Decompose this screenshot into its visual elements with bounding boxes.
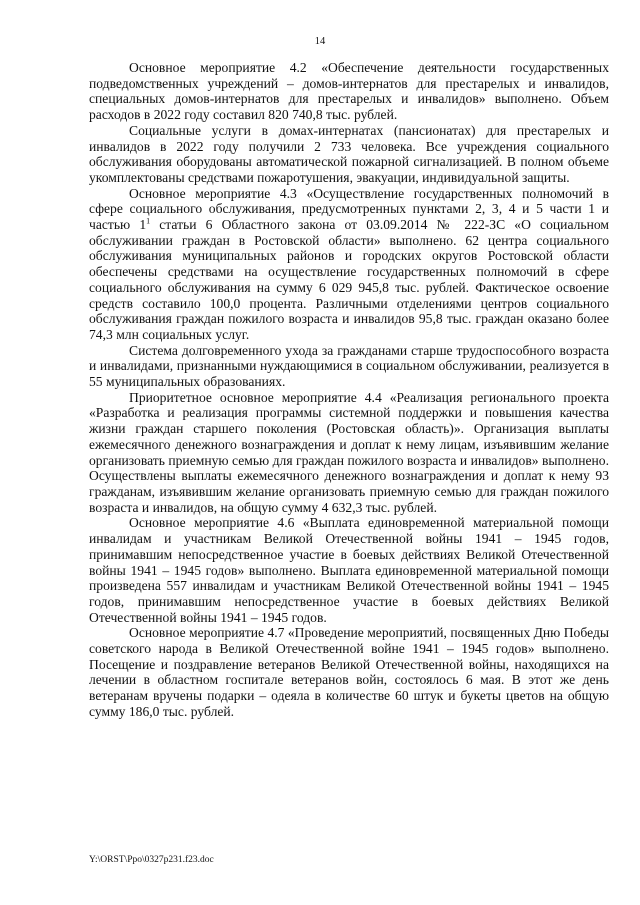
page-number: 14 xyxy=(314,36,326,47)
paragraph-measure-4-3-text-after: статьи 6 Областного закона от 03.09.2014 № 222-ЗС «О социальном обслуживании граждан в Ростовской области» выполнено. 62 центра социального обслуживания муниципальных районов и городских округов Ростовской области обеспечены средствами на осуществление государственных полномочий в сфере социального обслуживания на сумму 6 029 945,8 тыс. рублей. Фактическое освоение средств составило 100,0 процента. Различными отделениями центров социального обслуживания граждан пожилого возраста и инвалидов 95,8 тыс. граждан оказано более 74,3 млн социальных услуг. xyxy=(89,217,609,342)
superscript: 1 xyxy=(146,216,151,226)
paragraph-measure-4-2: Основное мероприятие 4.2 «Обеспечение деятельности государственных подведомственных учреждений – домов-интернатов для престарелых и инвалидов, специальных домов-интернатов для престарелых и инвалидов» выполнено. Объем расходов в 2022 году составил 820 740,8 тыс. рублей. xyxy=(89,60,609,123)
paragraph-measure-4-4: Приоритетное основное мероприятие 4.4 «Реализация регионального проекта «Разработка и реализация программы системной поддержки и повышения качества жизни граждан старшего поколения (Ростовская область)». Организация выплаты ежемесячного денежного вознаграждения и доплат к нему лицам, изъявившим желание организовать приемную семью для граждан пожилого возраста и инвалидов» выполнено. Осуществлены выплаты ежемесячного денежного вознаграждения и доплат к нему 93 гражданам, изъявившим желание организовать приемную семью для граждан пожилого возраста и инвалидов, на общую сумму 4 632,3 тыс. рублей. xyxy=(89,389,609,515)
file-path-footer: Y:\ORST\Ppo\0327p231.f23.doc xyxy=(89,855,214,865)
paragraph-measure-4-3 xyxy=(89,186,609,343)
paragraph-measure-4-6: Основное мероприятие 4.6 «Выплата единовременной материальной помощи инвалидам и участникам Великой Отечественной войны 1941 – 1945 годов, принимавшим непосредственное участие в боевых действиях Великой Отечественной войны 1941 – 1945 годов» выполнено. Выплата единовременной материальной помощи произведена 557 инвалидам и участникам Великой Отечественной войны 1941 – 1945 годов, принимавшим непосредственное участие в боевых действиях Великой Отечественной войны 1941 – 1945 годов. xyxy=(89,515,609,625)
paragraph-long-term-care: Система долговременного ухода за гражданами старше трудоспособного возраста и инвалидами, признанными нуждающимися в социальном обслуживании, реализуется в 55 муниципальных образованиях. xyxy=(89,342,609,390)
document-body xyxy=(89,60,609,720)
paragraph-social-services: Социальные услуги в домах-интернатах (пансионатах) для престарелых и инвалидов в 2022 году получили 2 733 человека. Все учреждения социального обслуживания оборудованы автоматической пожарной сигнализацией. В полном объеме укомплектованы средствами пожаротушения, эвакуации, индивидуальной защиты. xyxy=(89,122,609,185)
paragraph-measure-4-7: Основное мероприятие 4.7 «Проведение мероприятий, посвященных Дню Победы советского народа в Великой Отечественной войне 1941 – 1945 годов» выполнено. Посещение и поздравление ветеранов Великой Отечественной войны, находящихся на лечении в областном госпитале ветеранов войн, состоялось 6 мая. В этот же день ветеранам вручены подарки – одеяла в количестве 60 штук и букеты цветов на общую сумму 186,0 тыс. рублей. xyxy=(89,625,609,719)
paragraph-measure-4-3-text-before: Основное мероприятие 4.3 «Осуществление государственных полномочий в сфере социального обслуживания, предусмотренных пунктами 2, 3, 4 и 5 части 1 и частью 1 xyxy=(89,185,609,233)
